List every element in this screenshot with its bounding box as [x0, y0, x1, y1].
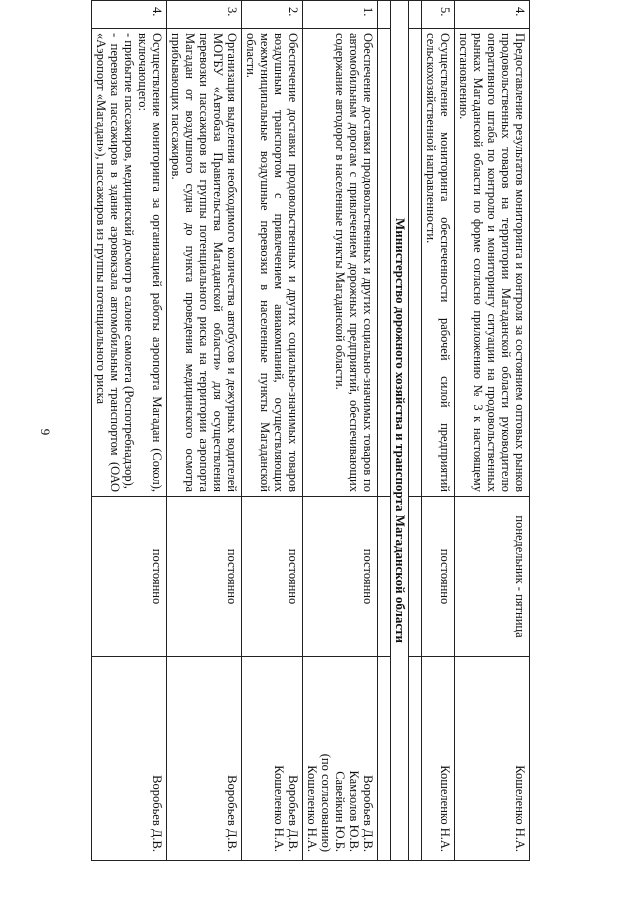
- blank-row: [378, 1, 391, 861]
- table-row: [455, 1, 530, 861]
- section-title: Министерство дорожного хозяйства и транспорта Магаданской области: [391, 1, 409, 861]
- row-text: [92, 29, 167, 497]
- row-text: Обеспечение доставки продовольственных и других социально-значимых товаров воздушным транспортом с привлечением авиакомпаний, осуществляющих межмуниципальные воздушные перевозки в населенные пункты Магаданской области.: [242, 29, 303, 497]
- row-number: 5.: [422, 1, 455, 29]
- row-text: Организация выделения необходимого количества автобусов и дежурных водителей МОГБУ «Автобаза Правительства Магаданской области» для осуществления перевозки пассажиров из группы потенциального риска на территории аэропорта Магадан от воздушного судна до пункта проведения медицинского осмотра прибывающих пассажиров.: [167, 29, 242, 497]
- responsible-name: Кошеленко Н.А.: [305, 765, 320, 852]
- responsible-name: Кошеленко Н.А.: [272, 765, 287, 852]
- landscape-page: [50, 0, 590, 905]
- row-text: Осуществление мониторинга обеспеченности рабочей силой предприятий сельскохозяйственной направленности.: [422, 29, 455, 497]
- row-responsible: [455, 657, 530, 861]
- row-period: постоянно: [422, 497, 455, 657]
- responsible-note: (по согласованию): [319, 753, 334, 852]
- section-row: [391, 1, 409, 861]
- row-number: 4.: [455, 1, 530, 29]
- row-responsible: [422, 657, 455, 861]
- row-text: Обеспечение доставки продовольственных и других социально-значимых товаров по автомобильным дорогам с привлечением дорожных предприятий, обеспечивающих содержание автодорог в населенные пункты Магаданской области.: [303, 29, 378, 497]
- measures-table: [91, 0, 530, 861]
- responsible-name: Кошеленко Н.А.: [513, 765, 527, 852]
- row-text-line: Осуществление мониторинга за организацией работы аэропорта Магадан (Сокол), включающего:: [136, 33, 165, 492]
- row-period: постоянно: [167, 497, 242, 657]
- row-responsible: [242, 657, 303, 861]
- row-text-line: - прибытие пассажиров, медицинский досмотр в салоне самолета (Роспотребнадзор),: [122, 33, 137, 489]
- row-number: 2.: [242, 1, 303, 29]
- table-row: [92, 1, 167, 861]
- row-period: постоянно: [92, 497, 167, 657]
- table-row: [422, 1, 455, 861]
- row-period: постоянно: [242, 497, 303, 657]
- responsible-name: Воробьев Д.В.: [150, 775, 165, 852]
- responsible-name: Воробьев Д.В.: [361, 775, 376, 852]
- blank-row: [409, 1, 422, 861]
- table-row: [167, 1, 242, 861]
- responsible-name: Савейкин Ю.Б.: [333, 771, 348, 852]
- row-period: постоянно: [303, 497, 378, 657]
- row-number: 1.: [303, 1, 378, 29]
- table-row: [242, 1, 303, 861]
- page-number: 9: [38, 428, 53, 436]
- row-period: понедельник - пятница: [455, 497, 530, 657]
- row-number: 3.: [167, 1, 242, 29]
- table-row: [303, 1, 378, 861]
- row-text: Предоставление результатов мониторинга и контроля за состоянием оптовых рынков продовольственных товаров на территории Магаданской области руководителю оперативного штаба по контролю и мониторингу ситуации на продовольственных рынках Магаданской области по форме согласно приложению № 3 к настоящему постановлению.: [455, 29, 530, 497]
- responsible-name: Воробьев Д.В.: [286, 775, 301, 852]
- responsible-name: Кошеленко Н.А.: [438, 765, 452, 852]
- row-responsible: [303, 657, 378, 861]
- row-responsible: [167, 657, 242, 861]
- row-responsible: [92, 657, 167, 861]
- row-text-line: - перевозка пассажиров в здание аэровокзала автомобильным транспортом (ОАО «Аэропорт «Магадан»), пассажиров из группы потенциального риска: [94, 33, 123, 492]
- row-number: 4.: [92, 1, 167, 29]
- responsible-name: Камзолов Ю.В.: [347, 770, 362, 852]
- responsible-name: Воробьев Д.В.: [225, 775, 240, 852]
